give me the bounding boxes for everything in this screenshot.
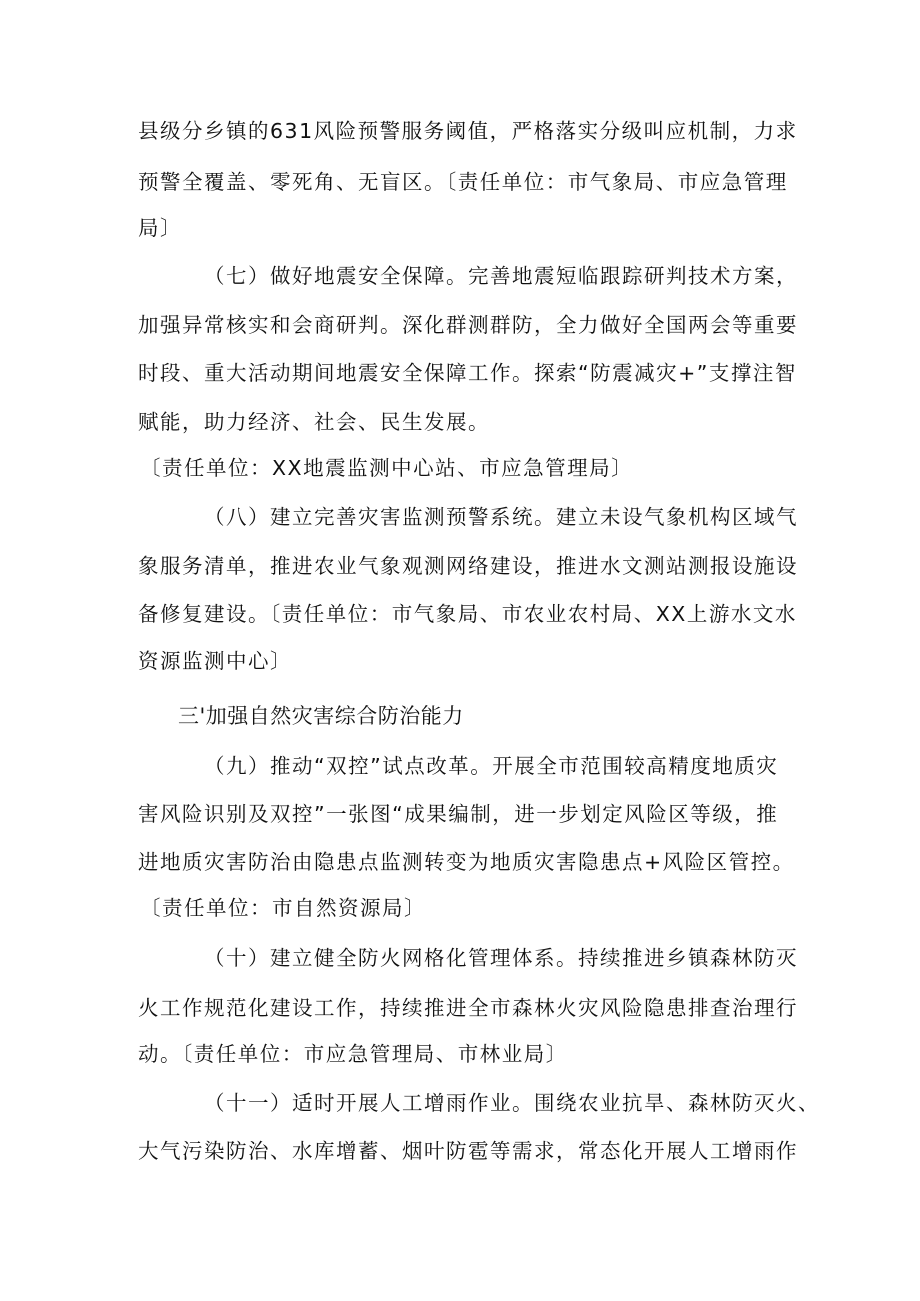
body-text-line: 害风险识别及双控”一张图“成果编制，进一步划定风险区等级，推 xyxy=(138,802,779,826)
section-heading: 三'加强自然灾害综合防治能力 xyxy=(178,704,464,728)
body-text-line: 资源监测中心〕 xyxy=(138,649,292,673)
body-text-line: 时段、重大活动期间地震安全保障工作。探索“防震减灾+”支撑注智 xyxy=(138,361,797,385)
body-text-line: 象服务清单，推进农业气象观测网络建设，推进水文测站测报设施设 xyxy=(138,554,798,578)
body-text-line: 动。〔责任单位：市应急管理局、市林业局〕 xyxy=(138,1042,568,1066)
section-ten-first-line: （十）建立健全防火网格化管理体系。持续推进乡镇森林防灭 xyxy=(204,946,798,970)
body-text-line: 火工作规范化建设工作，持续推进全市森林火灾风险隐患排查治理行 xyxy=(138,996,798,1020)
body-text-line: 进地质灾害防治由隐患点监测转变为地质灾害隐患点+风险区管控。 xyxy=(138,850,795,874)
body-text-line: 县级分乡镇的631风险预警服务阈值，严格落实分级叫应机制，力求 xyxy=(138,119,798,143)
section-nine-first-line: （九）推动“双控”试点改革。开展全市范围较高精度地质灾 xyxy=(204,754,779,778)
responsibility-line: 〔责任单位：XX地震监测中心站、市应急管理局〕 xyxy=(140,456,634,480)
section-eleven-first-line: （十一）适时开展人工增雨作业。围绕农业抗旱、森林防灭火、 xyxy=(204,1091,820,1115)
body-text-line: 预警全覆盖、零死角、无盲区。〔责任单位：市气象局、市应急管理 xyxy=(138,170,788,194)
body-text-line: 局〕 xyxy=(138,216,182,240)
section-seven-first-line: （七）做好地震安全保障。完善地震短临跟踪研判技术方案， xyxy=(204,264,798,288)
responsibility-line: 〔责任单位：市自然资源局〕 xyxy=(140,896,426,920)
body-text-line: 备修复建设。〔责任单位：市气象局、市农业农村局、XX上游水文水 xyxy=(138,602,797,626)
body-text-line: 大气污染防治、水库增蓄、烟叶防雹等需求，常态化开展人工增雨作 xyxy=(138,1139,798,1163)
body-text-line: 加强异常核实和会商研判。深化群测群防，全力做好全国两会等重要 xyxy=(138,313,798,337)
body-text-line: 赋能，助力经济、社会、民生发展。 xyxy=(138,410,490,434)
section-eight-first-line: （八）建立完善灾害监测预警系统。建立未设气象机构区域气 xyxy=(204,505,798,529)
